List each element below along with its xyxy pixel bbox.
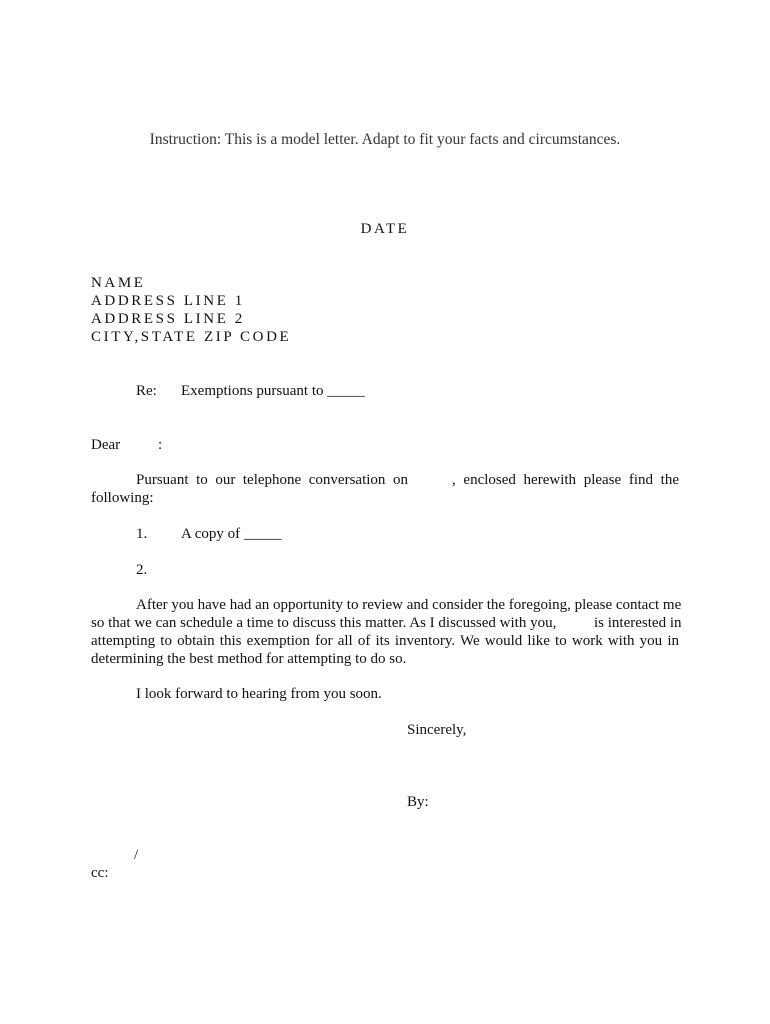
- body-line-1: After you have had an opportunity to review and consider the foregoing, please contact me: [136, 597, 682, 613]
- list-item-number: 1.: [136, 526, 148, 542]
- body-line-4: determining the best method for attempting to do so.: [91, 651, 407, 667]
- cc-label: cc:: [91, 865, 109, 881]
- sincerely: Sincerely,: [407, 722, 467, 738]
- intro-line-2: following:: [91, 490, 154, 506]
- address-line-2: ADDRESS LINE 2: [91, 311, 245, 327]
- salutation-dear: Dear: [91, 437, 121, 453]
- date-placeholder: DATE: [360, 221, 410, 237]
- salutation-colon: :: [158, 437, 163, 453]
- re-text: Exemptions pursuant to _____: [181, 383, 365, 399]
- list-item-number: 2.: [136, 562, 148, 578]
- recipient-name: NAME: [91, 275, 146, 291]
- signature-by: By:: [407, 794, 429, 810]
- intro-line-1-start: Pursuant to our telephone conversation on: [136, 472, 408, 488]
- address-line-1: ADDRESS LINE 1: [91, 293, 245, 309]
- initials-slash: /: [134, 847, 139, 863]
- re-label: Re:: [136, 383, 157, 399]
- body-line-2-start: so that we can schedule a time to discuss this matter. As I discussed with you,: [91, 615, 557, 631]
- closing-line: I look forward to hearing from you soon.: [136, 686, 382, 702]
- list-item-text: A copy of _____: [181, 526, 282, 542]
- body-line-2-end: is interested in: [594, 615, 682, 631]
- address-city-state-zip: CITY,STATE ZIP CODE: [91, 329, 292, 345]
- intro-line-1-end: , enclosed herewith please find the: [452, 472, 679, 488]
- instruction-note: Instruction: This is a model letter. Adapt to fit your facts and circumstances.: [149, 131, 621, 148]
- body-line-3: attempting to obtain this exemption for all of its inventory. We would like to work with you in: [91, 633, 679, 649]
